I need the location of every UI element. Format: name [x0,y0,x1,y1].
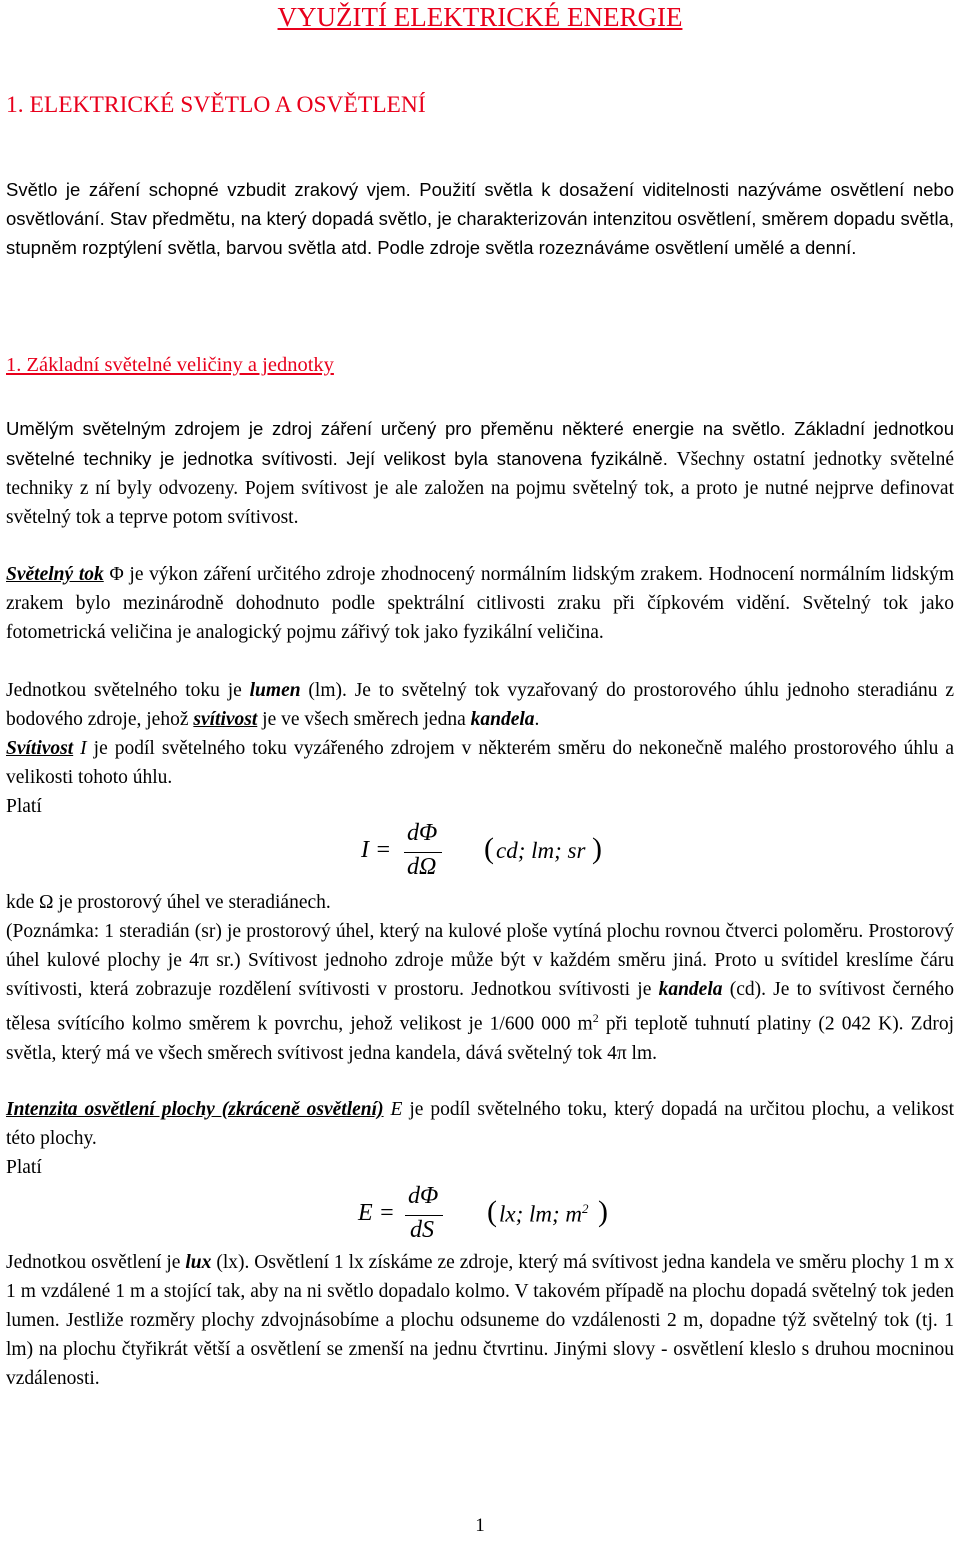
paragraph-illuminance [6,1095,954,1153]
formula-denominator: dΩ [407,854,437,880]
text-run: Všechny ostatní jednotky světelné techniky z ní byly odvozeny. Pojem svítivost je ale založen na pojmu světelný tok, a proto je nutné nejprve definovat světelný tok a teprve potom svítivost. [6,449,954,528]
fraction-bar [404,852,442,853]
symbol-I: I [80,738,87,759]
paragraph-lux [6,1248,954,1393]
term-illuminance: Intenzita osvětlení plochy (zkráceně osvětlení) [6,1099,384,1120]
text-run: při teplotě tuhnutí platiny (2 042 K). Zdroj světla, který má ve všech směrech svítivost jedna kandela, dává světelný tok 4π lm. [6,1013,954,1064]
paren-open: ( [487,1195,497,1228]
paragraph-lumen [6,676,954,734]
fraction-bar [405,1215,443,1216]
text-run: Základní jednotkou světelné techniky je jednotka svítivosti. Její velikost byla stanovena fyzikálně. [6,418,954,469]
text-run: Jednotkou osvětlení je [6,1252,186,1273]
term-svitivost: svítivost [193,709,258,730]
document-title: VYUŽITÍ ELEKTRICKÉ ENERGIE [277,2,683,32]
text-run: Jednotkou světelného toku je [6,680,250,701]
term-kandela: kandela [470,709,535,730]
formula-denominator: dS [410,1217,434,1243]
paren-open: ( [484,832,494,865]
term-lumen: lumen [249,680,301,701]
text-run: . [534,709,540,730]
plati-label-1: Platí [6,796,42,817]
subsection-title: 1. Základní světelné veličiny a jednotky [6,354,334,376]
formula-lhs: E = [358,1200,395,1226]
term-svitivost-def: Svítivost [6,738,74,759]
text-run: (cd). Je to svítivost černého tělesa svítícího kolmo směrem k povrchu, jehož velikost je 1/600 000 m [6,979,954,1035]
superscript: 2 [592,1011,599,1025]
text-run: (Poznámka: 1 steradián (sr) je prostorový úhel, který na kulové ploše vytíná plochu rovnou čtverci poloměru. Prostorový úhel kulové plochy je 4π sr.) Svítivost jednoho zdroje může být v každém směru jiná. Proto u svítidel kreslíme čáru svítivosti, která zobrazuje rozdělení svítivosti v prostoru. Jednotkou svítivosti je [6,921,954,1000]
paragraph-artificial-source [6,414,954,532]
formula-units [499,1201,589,1228]
text-run: je podíl světelného toku, který dopadá na určitou plochu, a velikost této plochy. [6,1099,954,1149]
plati-label-2: Platí [6,1157,42,1178]
term-luminous-flux: Světelný tok [6,564,104,585]
term-kandela-unit: kandela [658,979,723,1000]
text-run: je podíl světelného toku vyzářeného zdrojem v některém směru do nekonečně malého prostorového úhlu a velikosti tohoto úhlu. [6,738,955,788]
section-title: 1. ELEKTRICKÉ SVĚTLO A OSVĚTLENÍ [6,92,426,118]
paren-close: ) [598,1195,608,1228]
units-superscript: 2 [582,1201,589,1216]
paragraph-steradian [6,917,954,1068]
paragraph-luminous-flux [6,560,954,647]
term-lux: lux [185,1252,212,1273]
text-run: (lx). Osvětlení 1 lx získáme ze zdroje, který má svítivost jedna kandela ve směru plochy 1 m x 1 m vzdálené 1 m a stojící tak, aby na ni světlo dopadalo kolmo. V takovém případě na plochu dopadá světelný tok jeden lumen. Jestliže rozměry plochy zdvojnásobíme a plochu odsuneme do vzdálenosti 2 m, dopadne týž světelný tok (tj. 1 lm) na plochu čtyřikrát větší a osvětlení se zmenší na jednu čtvrtinu. Jinými slovy - osvětlení kleslo s druhou mocninou vzdálenosti. [6,1252,954,1389]
units-text: lx; lm; m [499,1201,583,1227]
omega-note: kde Ω je prostorový úhel ve steradiánech. [6,892,331,913]
text-run: Umělým světelným zdrojem je zdroj záření určený pro přeměnu některé energie na světlo. [6,418,795,439]
page-number: 1 [475,1515,485,1536]
paren-close: ) [592,832,602,865]
symbol-E: E [390,1099,403,1120]
formula-units: cd; lm; sr [496,838,586,863]
intro-paragraph: Světlo je záření schopné vzbudit zrakový vjem. Použití světla k dosažení viditelnosti nazýváme osvětlení nebo osvětlování. Stav předmětu, na který dopadá světlo, je charakterizován intenzitou osvětlení, směrem dopadu světla, stupněm rozptýlení světla, barvou světla atd. Podle zdroje světla rozeznáváme osvětlení umělé a denní. [6,179,954,258]
formula-numerator: dΦ [407,820,438,846]
text-run: Φ je výkon záření určitého zdroje zhodnocený normálním lidským zrakem. Hodnocení normálním lidským zrakem bylo mezinárodně dohodnuto podle spektrální citlivosti zraku při čípkovém vidění. Světelný tok jako fotometrická veličina je analogický pojmu zářivý tok jako fyzikální veličina. [6,564,954,643]
formula-numerator: dΦ [408,1183,439,1209]
text-run: (lm). Je to světelný tok vyzařovaný do prostorového úhlu jednoho steradiánu z bodového zdroje, jehož [6,680,954,730]
formula-lhs: I = [361,837,392,863]
paragraph-intensity [6,734,954,792]
text-run: je ve všech směrech jedna [257,709,471,730]
